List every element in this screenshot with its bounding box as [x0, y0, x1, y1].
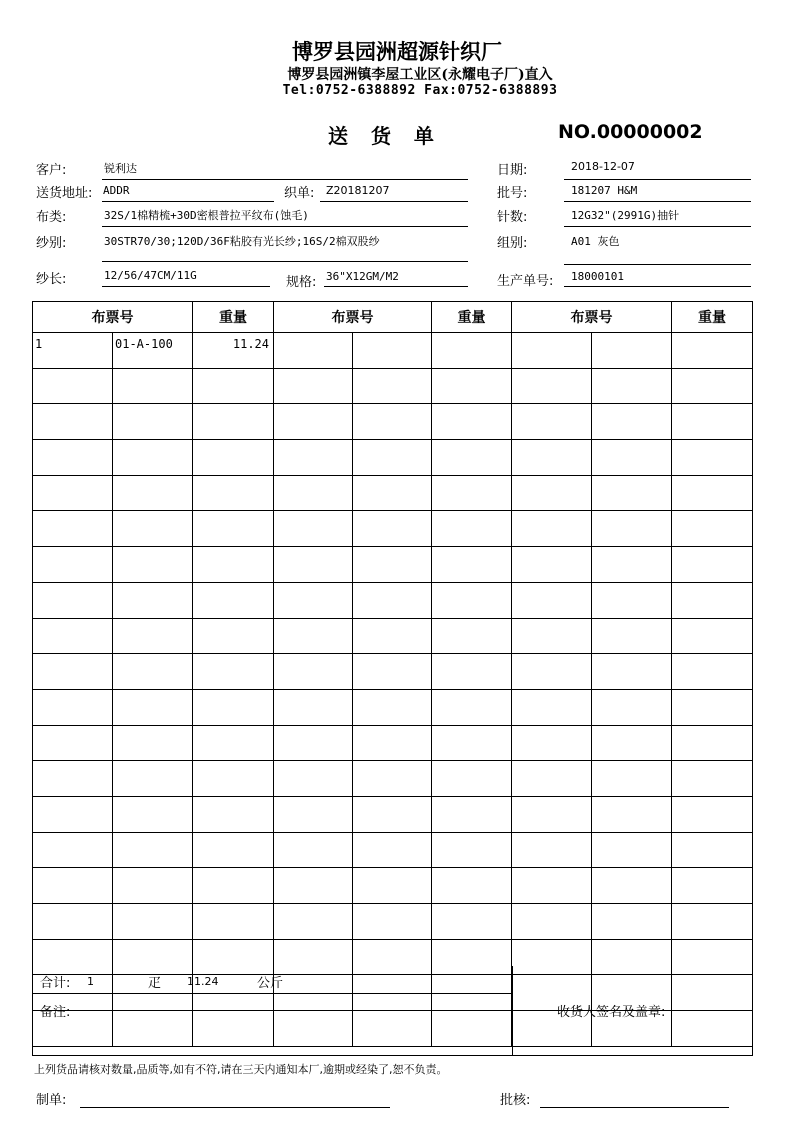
- table-cell: [512, 725, 592, 761]
- needle-label: 针数:: [497, 210, 528, 225]
- table-cell: [672, 368, 753, 404]
- table-cell: [113, 582, 193, 618]
- table-cell: [353, 368, 432, 404]
- table-cell: [33, 475, 113, 511]
- order-value: Z20181207: [326, 184, 390, 197]
- table-cell: [353, 904, 432, 940]
- table-cell: [113, 440, 193, 476]
- approver-signature-line: [540, 1107, 729, 1108]
- table-cell: [353, 868, 432, 904]
- weight-unit: 公斤: [257, 976, 284, 991]
- order-underline: [320, 201, 468, 202]
- table-cell: [432, 654, 512, 690]
- table-cell: [193, 654, 274, 690]
- table-row: [33, 511, 753, 547]
- table-cell: [113, 832, 193, 868]
- table-cell: [672, 654, 753, 690]
- table-row: [33, 761, 753, 797]
- date-label: 日期:: [497, 163, 528, 178]
- table-cell: [592, 511, 672, 547]
- table-cell: [33, 868, 113, 904]
- table-cell: [592, 440, 672, 476]
- table-cell: [512, 333, 592, 369]
- table-cell: [592, 761, 672, 797]
- table-cell: [33, 725, 113, 761]
- table-cell: [274, 725, 353, 761]
- table-cell: [512, 654, 592, 690]
- table-cell: [672, 440, 753, 476]
- table-cell: [512, 368, 592, 404]
- yarn-value: 30STR70/30;120D/36F粘胶有光长纱;16S/2棉双股纱: [104, 235, 380, 248]
- table-cell: 01-A-100: [113, 333, 193, 369]
- signature-label: 收货人签名及盖章:: [557, 1005, 666, 1020]
- table-cell: [592, 333, 672, 369]
- table-cell: [672, 582, 753, 618]
- table-cell: [274, 618, 353, 654]
- table-cell: [672, 333, 753, 369]
- table-cell: [432, 440, 512, 476]
- table-cell: [592, 404, 672, 440]
- table-cell: [274, 761, 353, 797]
- summary-divider: [512, 966, 513, 1055]
- table-cell: [672, 511, 753, 547]
- table-cell: [592, 832, 672, 868]
- remark-divider: [33, 993, 512, 994]
- table-cell: [353, 333, 432, 369]
- date-underline: [564, 179, 751, 180]
- table-cell: [353, 654, 432, 690]
- table-row: [33, 547, 753, 583]
- table-cell: [512, 440, 592, 476]
- table-cell: [274, 868, 353, 904]
- table-cell: [512, 868, 592, 904]
- table-row: [33, 440, 753, 476]
- table-header-row: [33, 302, 753, 333]
- table-cell: [113, 796, 193, 832]
- table-cell: [193, 368, 274, 404]
- table-cell: [193, 796, 274, 832]
- table-cell: [353, 725, 432, 761]
- table-cell: [672, 689, 753, 725]
- fabric-label: 布类:: [36, 210, 67, 225]
- table-cell: [193, 582, 274, 618]
- batch-label: 批号:: [497, 186, 528, 201]
- table-cell: [432, 832, 512, 868]
- header-weight-1: 重量: [193, 302, 274, 333]
- table-cell: [432, 511, 512, 547]
- table-row: [33, 689, 753, 725]
- delivery-table: [32, 301, 753, 1047]
- document-title: 送 货 单: [328, 124, 442, 148]
- table-cell: [353, 511, 432, 547]
- table-cell: [592, 654, 672, 690]
- table-cell: [33, 796, 113, 832]
- table-cell: [432, 368, 512, 404]
- table-cell: [33, 761, 113, 797]
- length-value: 12/56/47CM/11G: [104, 269, 197, 282]
- table-cell: [274, 689, 353, 725]
- table-cell: [432, 618, 512, 654]
- table-cell: [672, 868, 753, 904]
- table-row: [33, 796, 753, 832]
- table-cell: [432, 404, 512, 440]
- header-ticket-no-2: 布票号: [274, 302, 432, 333]
- table-cell: [432, 725, 512, 761]
- table-row: [33, 904, 753, 940]
- header-weight-3: 重量: [672, 302, 753, 333]
- customer-value: 锐利达: [104, 162, 137, 175]
- table-cell: [672, 475, 753, 511]
- table-row: [33, 475, 753, 511]
- batch-value: 181207 H&M: [571, 184, 638, 197]
- table-cell: [512, 475, 592, 511]
- total-label: 合计:: [40, 976, 71, 991]
- table-cell: [353, 475, 432, 511]
- customer-underline: [102, 179, 468, 180]
- table-cell: [672, 547, 753, 583]
- table-cell: [432, 582, 512, 618]
- table-cell: [33, 832, 113, 868]
- table-cell: [113, 404, 193, 440]
- table-cell: [113, 475, 193, 511]
- table-row: [33, 404, 753, 440]
- table-cell: [672, 404, 753, 440]
- table-cell: [113, 725, 193, 761]
- spec-underline: [324, 286, 468, 287]
- table-cell: [672, 618, 753, 654]
- table-cell: [274, 904, 353, 940]
- table-cell: [113, 547, 193, 583]
- table-cell: [274, 404, 353, 440]
- table-cell: [592, 368, 672, 404]
- table-cell: [33, 511, 113, 547]
- table-cell: [353, 618, 432, 654]
- table-cell: [33, 440, 113, 476]
- header-ticket-no-3: 布票号: [512, 302, 672, 333]
- address-label: 送货地址:: [36, 186, 93, 201]
- group-underline: [564, 264, 751, 265]
- table-cell: [353, 761, 432, 797]
- table-cell: [353, 796, 432, 832]
- table-cell: [113, 904, 193, 940]
- table-cell: [193, 725, 274, 761]
- table-row: [33, 582, 753, 618]
- table-cell: [672, 761, 753, 797]
- table-cell: [113, 689, 193, 725]
- company-address: 博罗县园洲镇李屋工业区(永耀电子厂)直入: [287, 67, 553, 83]
- needle-value: 12G32"(2991G)抽针: [571, 209, 680, 222]
- table-cell: [512, 547, 592, 583]
- approver-label: 批核:: [500, 1093, 531, 1108]
- batch-underline: [564, 201, 751, 202]
- table-cell: [274, 547, 353, 583]
- fabric-value: 32S/1棉精梳+30D密根普拉平纹布(蚀毛): [104, 209, 309, 222]
- table-cell: [33, 582, 113, 618]
- production-no-underline: [564, 286, 751, 287]
- table-cell: [592, 904, 672, 940]
- address-underline: [102, 201, 274, 202]
- table-cell: [672, 725, 753, 761]
- table-cell: [193, 475, 274, 511]
- table-cell: [512, 796, 592, 832]
- table-cell: [113, 868, 193, 904]
- table-cell: [592, 618, 672, 654]
- production-no-label: 生产单号:: [497, 274, 554, 289]
- table-cell: [193, 404, 274, 440]
- table-cell: [33, 404, 113, 440]
- table-cell: [33, 368, 113, 404]
- yarn-underline: [102, 261, 468, 262]
- company-name: 博罗县园洲超源针织厂: [292, 39, 502, 64]
- table-cell: [592, 725, 672, 761]
- production-no-value: 18000101: [571, 270, 624, 283]
- customer-label: 客户:: [36, 163, 67, 178]
- order-label: 织单:: [284, 186, 315, 201]
- summary-box: [32, 966, 753, 1056]
- table-cell: [353, 547, 432, 583]
- length-underline: [102, 286, 270, 287]
- table-cell: [33, 547, 113, 583]
- length-label: 纱长:: [36, 272, 67, 287]
- table-cell: [512, 689, 592, 725]
- table-cell: [672, 832, 753, 868]
- yarn-label: 纱别:: [36, 236, 67, 251]
- table-row: [33, 618, 753, 654]
- table-cell: [33, 618, 113, 654]
- fabric-underline: [102, 226, 468, 227]
- maker-label: 制单:: [36, 1093, 67, 1108]
- table-cell: [432, 761, 512, 797]
- table-row: [33, 368, 753, 404]
- header-weight-2: 重量: [432, 302, 512, 333]
- table-cell: [512, 832, 592, 868]
- table-cell: [353, 689, 432, 725]
- total-weight: 11.24: [187, 975, 219, 988]
- table-cell: [512, 582, 592, 618]
- spec-value: 36"X12GM/M2: [326, 270, 399, 283]
- table-cell: [274, 654, 353, 690]
- table-row: [33, 333, 753, 369]
- table-cell: [274, 368, 353, 404]
- table-cell: [193, 689, 274, 725]
- table-cell: [592, 582, 672, 618]
- table-row: [33, 868, 753, 904]
- table-cell: [432, 868, 512, 904]
- table-cell: [432, 333, 512, 369]
- table-cell: [353, 404, 432, 440]
- footer-notice: 上列货品请核对数量,品质等,如有不符,请在三天内通知本厂,逾期或经染了,恕不负责。: [34, 1063, 448, 1076]
- table-cell: [274, 511, 353, 547]
- table-cell: [432, 689, 512, 725]
- date-value: 2018-12-07: [571, 160, 635, 173]
- maker-signature-line: [80, 1107, 390, 1108]
- table-cell: [672, 796, 753, 832]
- group-label: 组别:: [497, 236, 528, 251]
- table-cell: [432, 475, 512, 511]
- table-cell: [274, 333, 353, 369]
- spec-label: 规格:: [286, 275, 317, 290]
- document-number: NO.00000002: [558, 121, 703, 143]
- table-cell: [193, 904, 274, 940]
- header-ticket-no-1: 布票号: [33, 302, 193, 333]
- table-row: [33, 654, 753, 690]
- company-contact: Tel:0752-6388892 Fax:0752-6388893: [282, 83, 558, 98]
- table-cell: [193, 868, 274, 904]
- remark-label: 备注:: [40, 1005, 71, 1020]
- table-cell: [432, 796, 512, 832]
- table-cell: [432, 547, 512, 583]
- table-cell: [592, 475, 672, 511]
- table-row: [33, 832, 753, 868]
- table-cell: [274, 832, 353, 868]
- table-cell: [512, 511, 592, 547]
- table-cell: [512, 404, 592, 440]
- table-cell: [274, 582, 353, 618]
- table-cell: [113, 654, 193, 690]
- table-cell: [353, 832, 432, 868]
- table-cell: [113, 368, 193, 404]
- needle-underline: [564, 226, 751, 227]
- address-value: ADDR: [103, 184, 130, 197]
- table-cell: [193, 618, 274, 654]
- table-cell: [592, 689, 672, 725]
- table-cell: [672, 904, 753, 940]
- table-row: [33, 725, 753, 761]
- pieces-unit: 疋: [148, 976, 162, 991]
- table-cell: [592, 868, 672, 904]
- table-cell: [512, 618, 592, 654]
- table-cell: [193, 440, 274, 476]
- table-cell: [113, 761, 193, 797]
- table-cell: [193, 547, 274, 583]
- table-cell: [274, 796, 353, 832]
- table-cell: [274, 440, 353, 476]
- table-cell: [193, 761, 274, 797]
- table-cell: [592, 796, 672, 832]
- table-cell: [33, 689, 113, 725]
- table-cell: [512, 761, 592, 797]
- total-count: 1: [87, 975, 94, 988]
- table-cell: [193, 511, 274, 547]
- table-cell: [33, 654, 113, 690]
- table-cell: [274, 475, 353, 511]
- table-cell: [33, 904, 113, 940]
- table-cell: [113, 511, 193, 547]
- table-cell: 1: [33, 333, 113, 369]
- table-cell: 11.24: [193, 333, 274, 369]
- table-cell: [592, 547, 672, 583]
- table-cell: [432, 904, 512, 940]
- table-cell: [512, 904, 592, 940]
- table-cell: [193, 832, 274, 868]
- table-cell: [113, 618, 193, 654]
- table-cell: [353, 440, 432, 476]
- group-value: A01 灰色: [571, 235, 620, 248]
- table-cell: [353, 582, 432, 618]
